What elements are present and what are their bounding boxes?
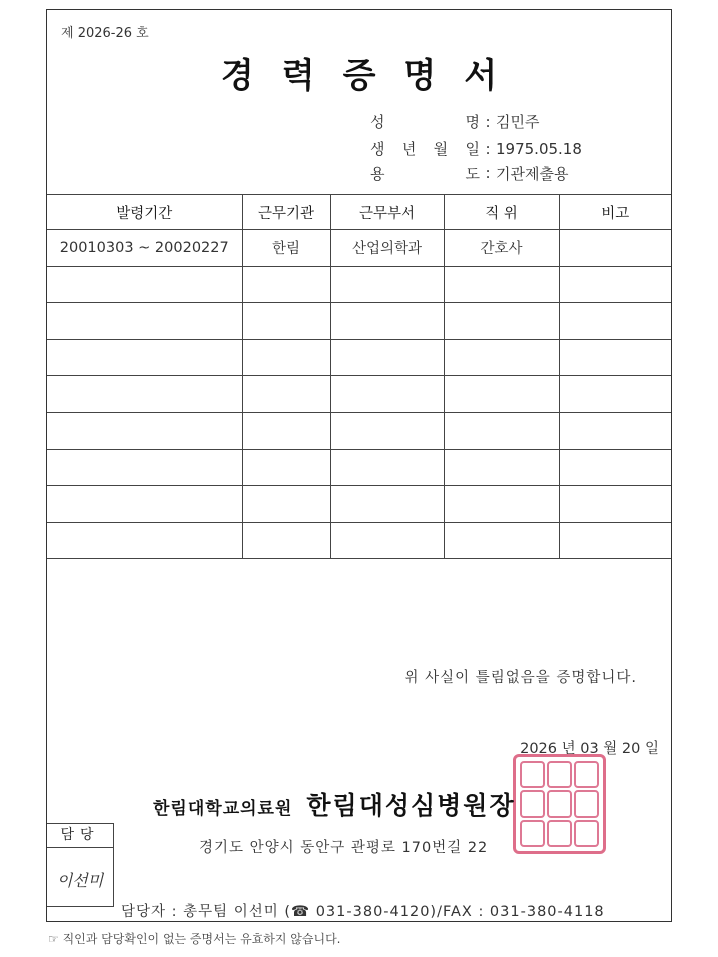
personal-info (370, 108, 582, 184)
cell-department: 산업의학과 (330, 230, 444, 267)
purpose-label: 용 도 (370, 164, 480, 183)
table-row (47, 339, 671, 376)
table-row (47, 412, 671, 449)
header-remarks: 비고 (559, 195, 671, 230)
certificate-frame (46, 9, 672, 922)
staff-signature: 이선미 (56, 871, 104, 890)
header-position: 직 위 (444, 195, 559, 230)
certification-statement: 위 사실이 틀림없음을 증명합니다. (404, 670, 637, 686)
table-header-row (47, 195, 671, 230)
info-row-purpose: 용 도 : 기관제출용 (370, 164, 569, 183)
cell-position: 간호사 (444, 230, 559, 267)
header-period: 발령기간 (47, 195, 242, 230)
document-number: 제 2026-26 호 (61, 26, 149, 41)
issuer-address: 경기도 안양시 동안구 관평로 170번길 22 (199, 840, 489, 856)
sign-box-label: 담당 (47, 824, 113, 848)
table-row (47, 303, 671, 340)
issuer-head: 한림대성심병원장 (306, 791, 516, 820)
staff-sign-box (47, 823, 114, 907)
info-row-birth: 생 년 월 일 : 1975.05.18 (370, 139, 582, 158)
table-row (47, 266, 671, 303)
document-title: 경력증명서 (220, 56, 526, 96)
purpose-value: 기관제출용 (496, 164, 569, 183)
cell-remarks (559, 230, 671, 267)
table-row (47, 376, 671, 413)
name-value: 김민주 (496, 113, 540, 131)
cell-period: 20010303 ~ 20020227 (47, 230, 242, 267)
contact-info: 담당자 : 총무팀 이선미 (☎ 031-380-4120)/FAX : 031-380-4118 (121, 904, 605, 920)
issuer (153, 786, 516, 822)
header-institution: 근무기관 (242, 195, 330, 230)
table-row (47, 522, 671, 559)
info-row-name: 성 명 : 김민주 (370, 112, 540, 131)
career-table (47, 194, 671, 559)
table-row (47, 449, 671, 486)
table-row (47, 486, 671, 523)
official-seal-stamp (513, 754, 606, 854)
header-department: 근무부서 (330, 195, 444, 230)
table-row (47, 230, 671, 267)
name-label: 성 명 (370, 113, 480, 131)
birth-value: 1975.05.18 (496, 139, 582, 158)
issuer-organization: 한림대학교의료원 (153, 799, 293, 819)
issue-date: 2026 년 03 월 20 일 (520, 741, 659, 757)
cell-institution: 한림 (242, 230, 330, 267)
validity-note: ☞ 직인과 담당확인이 없는 증명서는 유효하지 않습니다. (48, 932, 341, 946)
birth-label: 생 년 월 일 (370, 140, 480, 158)
